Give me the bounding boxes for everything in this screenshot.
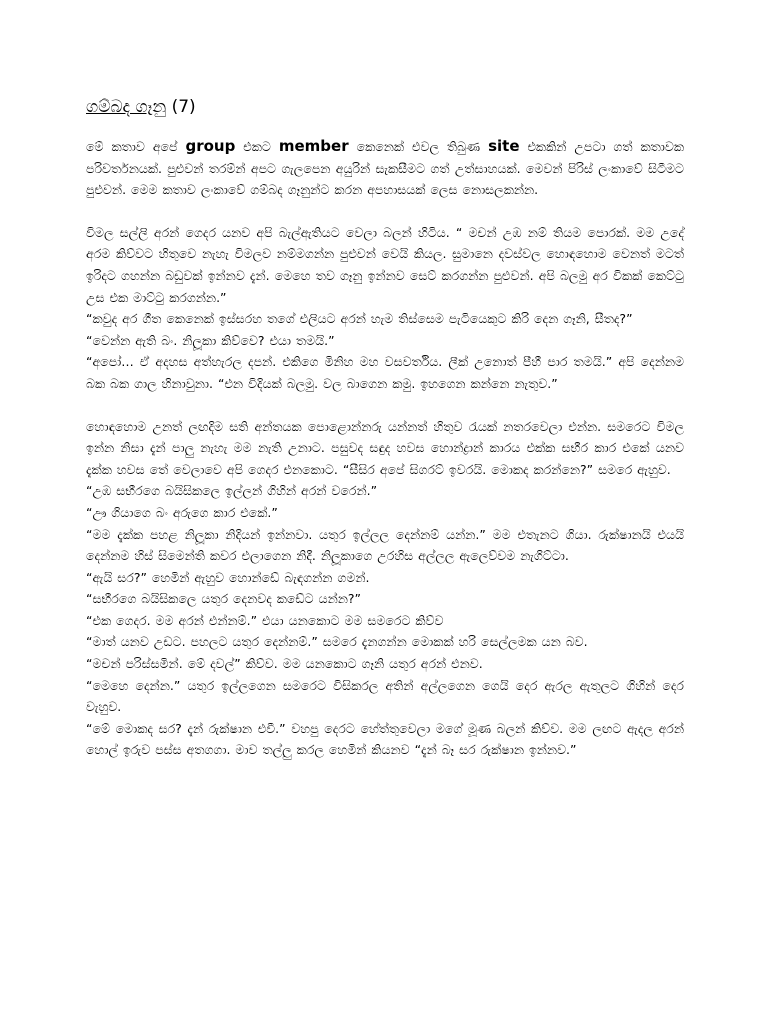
story-paragraph: හොඳහොම උනත් ලඟදිම සති අන්තයක පොළොන්නරු යන්නත් හිතුව රැයක් නතරවෙලා එන්න. සමරෙට විමල ඉන්න නිසා දැන් පාලු නැහැ මම නැති උනාට. පසුවද සඳුද හවස හොන්ද්‍රාන් කාරය එක්ක සභීර කාර එකේ යනව දැක්ක හවස තේ වෙලාවෙ අපි ගෙදර එනකොට. “සීසිර අපේ සිගරට් ඉවරයි. මොකද කරන්නෙ?” සමරෙ ඇහුව. <box>86 418 684 477</box>
story-paragraph: “එක ගෙදර. මම අරන් එන්නම්.” එයා යනකොට මම සමරෙට කිව්ව <box>86 612 444 628</box>
paragraph-gap <box>86 201 684 222</box>
story-paragraph: “මම දැක්ක පහළ නිලූකා නිදියන් ඉන්නවා. යතුර ඉල්ලල දෙන්නම් යන්න.” මම එතැනට ගියා. රුක්ෂානයි එයයි දෙන්නම හිස් සිමෙන්ති කවර එලාගෙන නිදී. නිලූකාගෙ උරහිස අල්ලල ඇලෙව්වම නැගිට්ටා. <box>86 526 684 564</box>
intro-text-3: කෙනෙක් එවල තිබුණ <box>356 139 481 154</box>
story-paragraph: “මාත් යනව උඩට. පහලට යතුර දෙන්නම්.” සමරෙ දැනගන්න මොකක් හරි සෙල්ලමක යන බව. <box>86 634 588 650</box>
intro-word-member: member <box>278 137 349 155</box>
intro-text-2: එකට <box>243 139 271 154</box>
document-page <box>86 94 684 761</box>
title-number: (7) <box>171 97 196 117</box>
story-paragraph: “උඹ සභීරගෙ බයිසිකලෙ ඉල්ලන් ගිහින් අරන් වරෙන්.” <box>86 483 378 499</box>
title-text: ගම්බද ගෑනු <box>86 97 167 117</box>
intro-paragraph <box>86 136 684 201</box>
story-paragraph: “ඌ ගියාගෙ බං අරුගෙ කාර එකේ.” <box>86 504 278 520</box>
paragraph-gap <box>86 395 684 416</box>
intro-text-1: මේ කතාව අපේ <box>86 139 178 154</box>
story-paragraph: “වෙන්න ඇති බං. නිලූකා කිව්වෙ? එයා තමයි.” <box>86 332 335 348</box>
story-paragraph: “සභීරගෙ බයිසිකලෙ යතුර දෙනවද කඩේට යන්න?” <box>86 591 362 607</box>
story-paragraph: “මේ මොකද සර? දැන් රුක්ෂාන එවී.” වහපු දෙරට හේත්තුවෙලා මගේ මූණ බලන් කිව්ව. මම ලඟට ඇදල අරන් හොල් ඉරුව පස්ස අතගගා. මාව තල්ලු කරල හෙමින් කියනව “දැන් බෑ සර රුක්ෂාන ඉන්නව.” <box>86 720 684 758</box>
story-paragraph: “මෙහෙ දෙන්න.” යතුර ඉල්ලගෙන සමරෙට විසිකරල අතින් අල්ලගෙන ගෙයි දෙර ඇරල ඇතුලට ගිහින් දෙර වැහුව. <box>86 677 684 715</box>
story-paragraph: “මචන් පරිස්සමින්. මේ දවල්” කිව්ව. මම යනකොට ගෑනි යතුර අරන් එනව. <box>86 656 483 672</box>
intro-text-4: එකකින් උපටා ගත් කතාවක පරිවර්තනයක්. පුළුවන් තරම්න් අපට ගැලපෙන අයුරින් සැකසීමට ගත් උත්සාහයක්. මෙවන් පිරිස් ලංකාවේ සිටීමට පුළුවන්. මෙම කතාව ලංකාවේ ගම්බද ගෑනුන්ට කරන අපහාසයක් ලෙස නොසලකන්න. <box>86 139 684 198</box>
story-paragraph: “කවුද අර ගීත කෙනෙක් ඉස්සරහ තගේ එලියට අරන් හැම තිස්සෙම පැටියෙකුට කිරි දෙන ගෑනි, සීතද?” <box>86 311 633 327</box>
document-title <box>86 94 684 120</box>
story-paragraph: “ඇයි සර?” හෙමින් ඇහුව හොන්ඩේ බැඳගන්න ගමන්. <box>86 569 370 585</box>
intro-word-group: group <box>185 137 236 155</box>
intro-word-site: site <box>488 137 520 155</box>
story-paragraph: “අපෝ… ඒ අදහස අත්හැරල දපන්. එකිගෙ මිනිහ මහ වසවර්තිය. ලීක් උනොත් පීහී පාර තමයි.” අපි දෙන්නම බක බක ගාල හිනාවුනා. “එන විදියක් බලමු. වල බාගෙන කමු. ඉහගෙන කන්නෙ නැතුව.” <box>86 354 684 391</box>
story-paragraph: විමල සල්ලි අරන් ගෙදර යනව අපි බැල්ඇතියට වෙලා බලන් හිටිය. “ මචන් උඹ නම් තියම පොරක්. මම උදේ අරම කිව්වට හිතුවෙ නැහැ විමලව නම්මගන්න පුළුවන් වෙයි කියල. සුමානෙ දවස්වල හොඳහොම වෙනත් මටත් ඉරිදට ගහන්න බඩුවක් ඉන්නව දැන්. මෙහෙ තව ගෑනු ඉන්නව සෙට් කරගන්න පුළුවන්. අපි බලමු අර විකක් කෙට්ටු උස එක මාට්ටු කරගන්න.” <box>86 224 684 305</box>
